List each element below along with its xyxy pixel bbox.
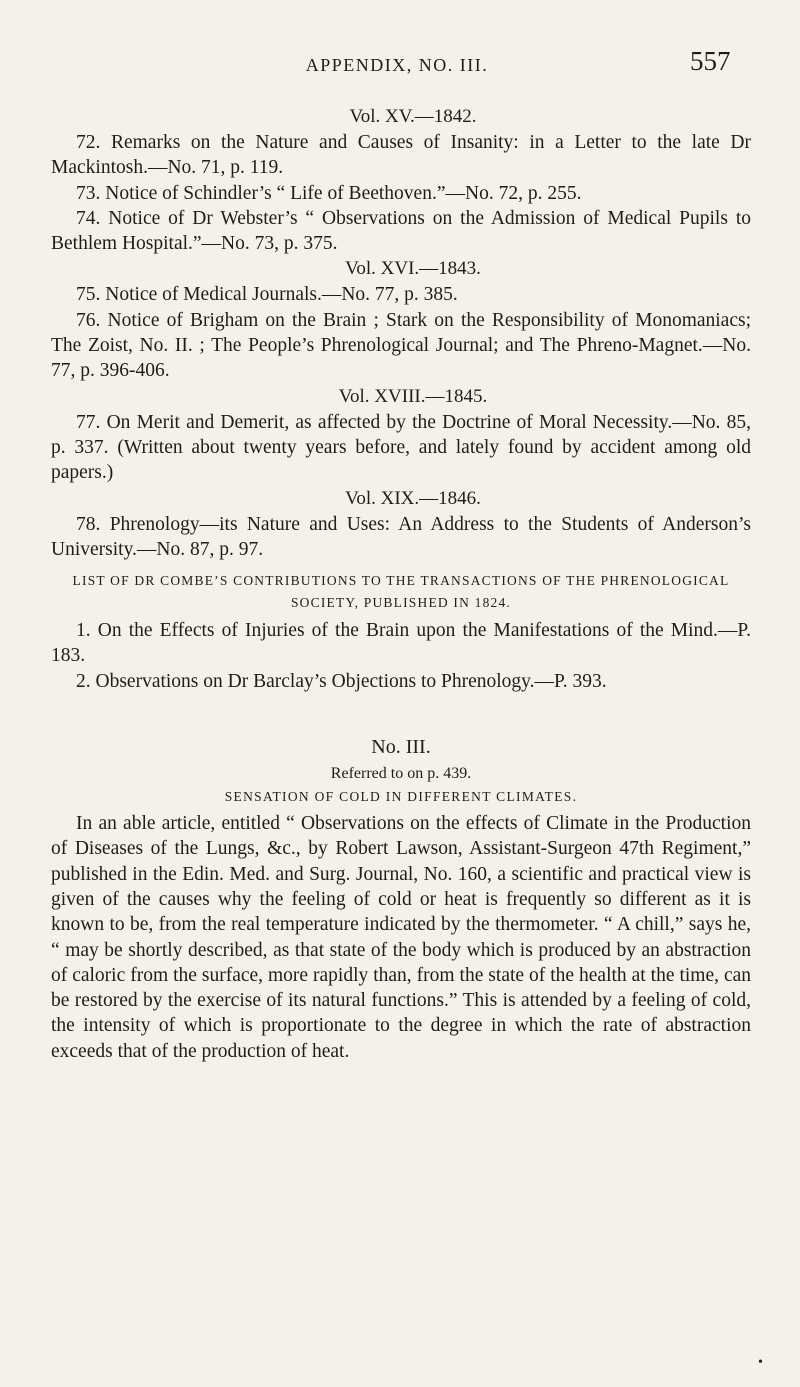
contribution-entry: 75. Notice of Medical Journals.—No. 77, p. 385. [76, 284, 458, 306]
contribution-entry: 77. On Merit and Demerit, as affected by the Doctrine of Moral Necessity.—No. 85, p. 337. (Written about twenty years before, and lately found by accident among old papers.) [51, 411, 751, 484]
list-heading: LIST OF DR COMBE’S CONTRIBUTIONS TO THE TRANSACTIONS OF THE PHRENOLOGICAL SOCIETY, PUBLISHED IN 1824. [72, 573, 730, 611]
contribution-entries [51, 104, 751, 562]
contribution-entry: 74. Notice of Dr Webster’s “ Observations on the Admission of Medical Pupils to Bethlem Hospital.”—No. 73, p. 375. [51, 207, 751, 255]
volume-heading: Vol. XVIII.—1845. [338, 385, 488, 407]
volume-heading: Vol. XV.—1842. [349, 106, 477, 127]
margin-mark: • [758, 1355, 763, 1370]
appendix-title: No. III. [371, 736, 431, 759]
body-paragraph: In an able article, entitled “ Observations on the effects of Climate in the Production of Diseases of the Lungs, &c., by Robert Lawson, Assistant-Surgeon 47th Regiment,” published in the Edin. Med. and Surg. Journal, No. 160, a scientific and practical view is given of the causes why the feeling of cold or heat is frequently so different as it is known to be, from the real temperature indicated by the thermometer. “ A chill,” says he, “ may be shortly described, as that state of the body which is produced by an abstraction of caloric from the surface, more rapidly than, from the state of the health at the time, can be restored by the exercise of its natural functions.” This is attended by a feeling of cold, the intensity of which is proportionate to the degree in which the rate of abstraction exceeds that of the production of heat. [51, 813, 751, 1062]
contribution-entry: 76. Notice of Brigham on the Brain ; Stark on the Responsibility of Monomaniacs; The Zoist, No. II. ; The People’s Phrenological Journal; and The Phreno-Magnet.—No. 77, p. 396-406. [51, 309, 751, 382]
section-heading: SENSATION OF COLD IN DIFFERENT CLIMATES. [224, 789, 578, 805]
running-header: APPENDIX, NO. III. [305, 55, 489, 75]
contribution-entry: 72. Remarks on the Nature and Causes of Insanity: in a Letter to the late Dr Mackintosh.—No. 71, p. 119. [51, 132, 751, 179]
list-item: 2. Observations on Dr Barclay’s Objections to Phrenology.—P. 393. [76, 670, 607, 692]
contribution-entry: 78. Phrenology—its Nature and Uses: An Address to the Students of Anderson’s University.—No. 87, p. 97. [51, 513, 751, 560]
page-number: 557 [690, 46, 731, 76]
page-body [51, 104, 751, 1064]
volume-heading: Vol. XVI.—1843. [345, 258, 481, 280]
volume-heading: Vol. XIX.—1846. [345, 487, 481, 509]
referred-note: Referred to on p. 439. [330, 765, 472, 783]
list-item: 1. On the Effects of Injuries of the Brain upon the Manifestations of the Mind.—P. 183. [51, 620, 751, 667]
contribution-entry: 73. Notice of Schindler’s “ Life of Beethoven.”—No. 72, p. 255. [76, 182, 582, 204]
